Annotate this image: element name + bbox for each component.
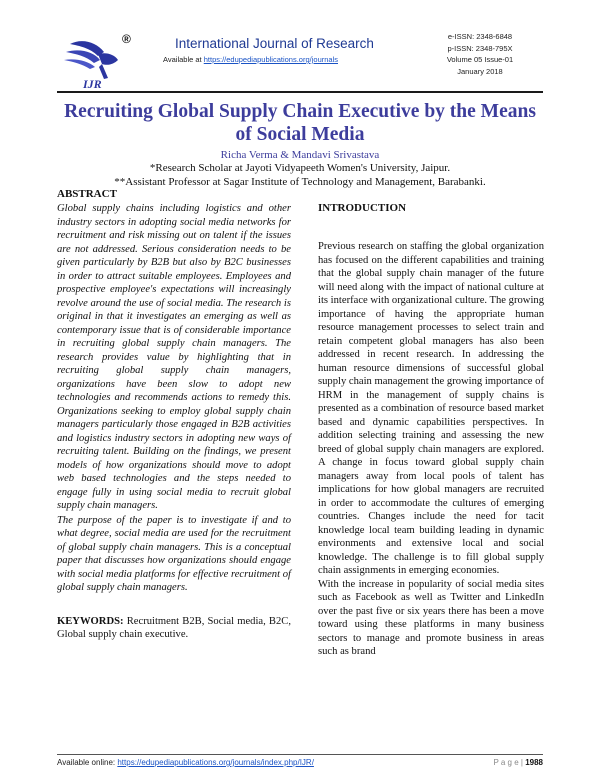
- footer-available-label: Available online:: [57, 758, 116, 767]
- footer-availability: [57, 758, 314, 767]
- footer-url-link[interactable]: https://edupediapublications.org/journals/index.php/IJR/: [117, 758, 314, 767]
- journal-url-link[interactable]: https://edupediapublications.org/journals: [203, 55, 338, 64]
- journal-title: International Journal of Research: [175, 36, 374, 51]
- available-at-label: Available at: [163, 55, 202, 64]
- journal-meta: [420, 31, 540, 77]
- introduction-paragraph-2: With the increase in popularity of social media sites such as Facebook as well as Twitter and LinkedIn over the past five or six years there has been a move toward using these platforms in many business sectors to manage and promote business in areas such as brand: [318, 578, 544, 657]
- keywords-text: Recruitment B2B, Social media, B2C, Global supply chain executive.: [57, 615, 292, 640]
- ijr-winged-logo-icon: [58, 34, 128, 90]
- keywords-label: KEYWORDS:: [57, 615, 124, 627]
- introduction-paragraph-1: Previous research on staffing the global organization has focused on the different capabilities and training that the global supply chain manager of the future will need along with the impact of national culture at its interface with organizational culture. The growing importance of having the appropriate human resource management processes to select train and retain competent global managers has also been addressed in recent research. In addressing the human resource dimensions of successful global supply chain management the growing importance of HRM in the management of supply chains is presented as a combination of resource based market based and dynamic capabilities perspectives. In addition selecting training and assessing the new breed of global supply chain managers are explored. A change in focus toward global supply chain managers away from local pools of talent has implications for how global managers are recruited in order to accommodate the cultures of emerging countries. Changes include the need for tacit knowledge local team building leading in dynamic environments and extensive local and social knowledge. The challenge is to fill global supply chain assignments in emerging economies.: [318, 241, 544, 576]
- abstract-paragraph-1: Global supply chains including logistics and other industry sectors in adopting social media networks for recruitment and risk missing out on talent if the issues are not addressed. Serious consideration needs to be given particularly by B2B but also by B2C businesses in order to attract suitable employees. Employees and prospective employee's expectations will increasingly revolve around the use of social media. The research is original in that it investigates an emerging as well as contemporary issue that is of considerable importance in recruiting global supply chain managers. The research provides value by highlighting that in recruiting global supply chain managers, organizations have been slow to adopt new technologies and recommends actions to remedy this. Organizations seeking to employ global supply chain managers particularly those engaged in B2B activities and logistics industry sectors in adopting new ways of recruiting talent. Building on the findings, we present models of how organizations should move to adopt web based technologies and the steps needed to engage fully in using social media to recruit global supply chain managers.: [57, 203, 291, 511]
- right-column: [318, 202, 544, 659]
- abstract-paragraph-2: The purpose of the paper is to investigate if and to what degree, social media are used for the recruitment of global supply chain managers. This is a conceptual paper that discusses how organizations should engage with social media platforms for effective recruitment of global supply chain managers.: [57, 514, 291, 593]
- keywords: [57, 615, 291, 642]
- volume-issue: Volume 05 Issue-01: [446, 55, 514, 65]
- footer-divider: [57, 754, 543, 755]
- page-number-value: 1988: [525, 758, 543, 767]
- logo-text: IJR: [83, 77, 102, 90]
- journal-header: [0, 0, 600, 92]
- paper-title: Recruiting Global Supply Chain Executive by the Means of Social Media: [64, 101, 536, 145]
- pissn: p-ISSN: 2348-795X: [447, 43, 513, 53]
- page-separator: |: [520, 758, 523, 767]
- journal-availability: [163, 55, 338, 64]
- issue-date: January 2018: [457, 66, 503, 76]
- header-divider: [57, 91, 543, 93]
- abstract-heading: ABSTRACT: [57, 188, 117, 200]
- affiliation-2: **Assistant Professor at Sagar Institute of Technology and Management, Barabanki.: [114, 176, 486, 188]
- introduction-heading: INTRODUCTION: [318, 202, 407, 214]
- page-label: P a g e: [493, 758, 519, 767]
- paper-authors: Richa Verma & Mandavi Srivastava: [220, 149, 380, 161]
- eissn: e-ISSN: 2348-6848: [447, 32, 513, 41]
- registered-mark: ®: [122, 32, 131, 46]
- page-number: [493, 758, 543, 767]
- affiliation-1: *Research Scholar at Jayoti Vidyapeeth Women's University, Jaipur.: [149, 162, 451, 174]
- left-column: [57, 188, 291, 642]
